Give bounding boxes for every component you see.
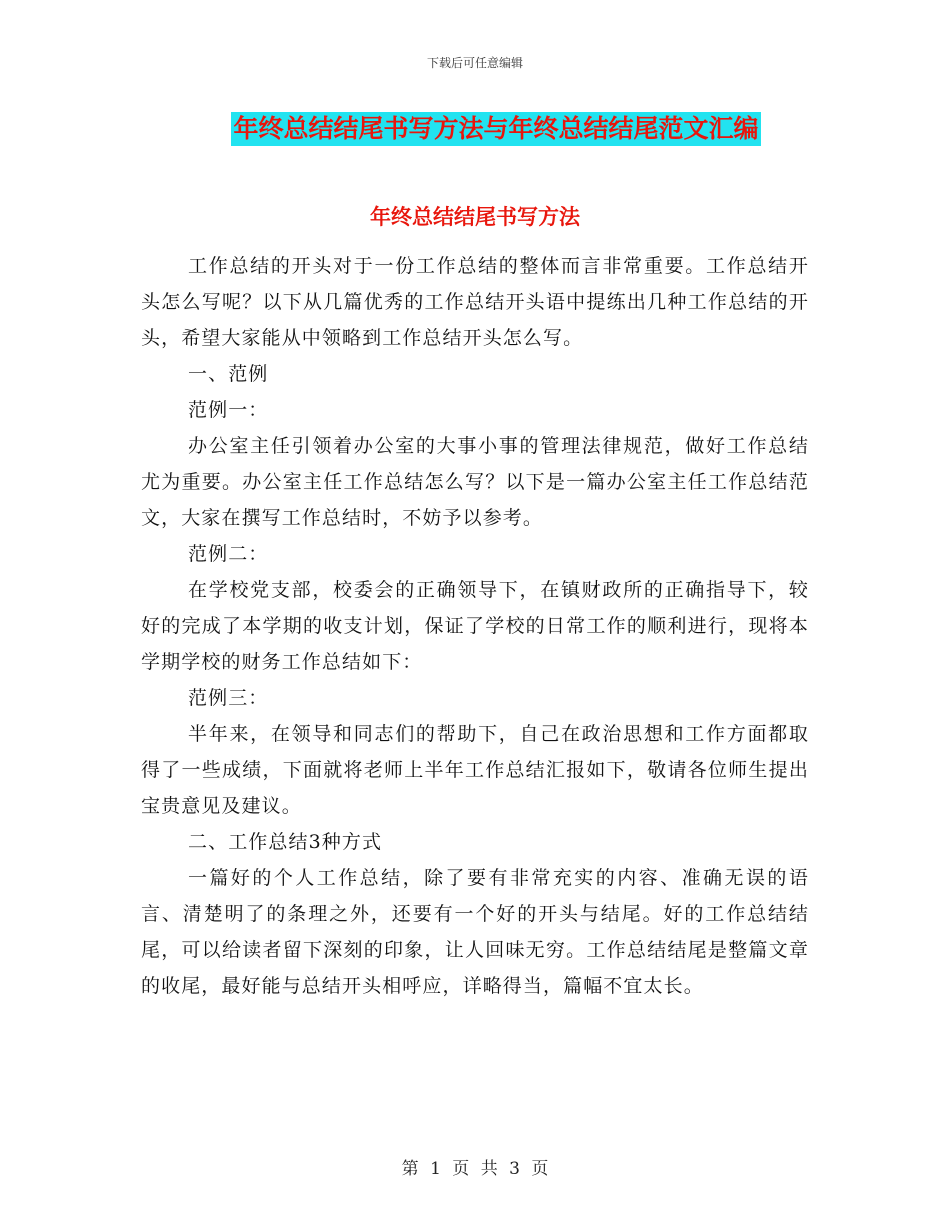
paragraph-methods: 一篇好的个人工作总结，除了要有非常充实的内容、准确无误的语言、清楚明了的条理之外，还要有一个好的开头与结尾。好的工作总结结尾，可以给读者留下深刻的印象，让人回味无穷。工作总结结尾是整篇文章的收尾，最好能与总结开头相呼应，详略得当，篇幅不宜太长。 xyxy=(141,867,809,997)
heading-example-3: 范例三： xyxy=(188,687,269,709)
paragraph-example-2: 在学校党支部，校委会的正确领导下，在镇财政所的正确指导下，较好的完成了本学期的收支计划，保证了学校的日常工作的顺利进行，现将本学期学校的财务工作总结如下： xyxy=(141,579,809,673)
page-footer: 第 1 页 共 3 页 xyxy=(401,1159,549,1179)
paragraph-example-1: 办公室主任引领着办公室的大事小事的管理法律规范，做好工作总结尤为重要。办公室主任工作总结怎么写？以下是一篇办公室主任工作总结范文，大家在撰写工作总结时，不妨予以参考。 xyxy=(141,435,809,529)
title-wrap xyxy=(0,112,950,146)
document-title: 年终总结结尾书写方法与年终总结结尾范文汇编 xyxy=(231,112,760,146)
section-title: 年终总结结尾书写方法 xyxy=(370,205,580,229)
heading-examples: 一、范例 xyxy=(188,363,269,385)
paragraph-intro: 工作总结的开头对于一份工作总结的整体而言非常重要。工作总结开头怎么写呢？以下从几篇优秀的工作总结开头语中提练出几种工作总结的开头，希望大家能从中领略到工作总结开头怎么写。 xyxy=(141,255,809,349)
heading-methods: 二、工作总结3种方式 xyxy=(188,831,383,853)
header-note: 下载后可任意编辑 xyxy=(426,56,523,70)
heading-example-1: 范例一： xyxy=(188,399,269,421)
heading-example-2: 范例二： xyxy=(188,543,269,565)
body-text xyxy=(141,248,809,1004)
paragraph-example-3: 半年来，在领导和同志们的帮助下，自己在政治思想和工作方面都取得了一些成绩，下面就将老师上半年工作总结汇报如下，敬请各位师生提出宝贵意见及建议。 xyxy=(141,723,809,817)
